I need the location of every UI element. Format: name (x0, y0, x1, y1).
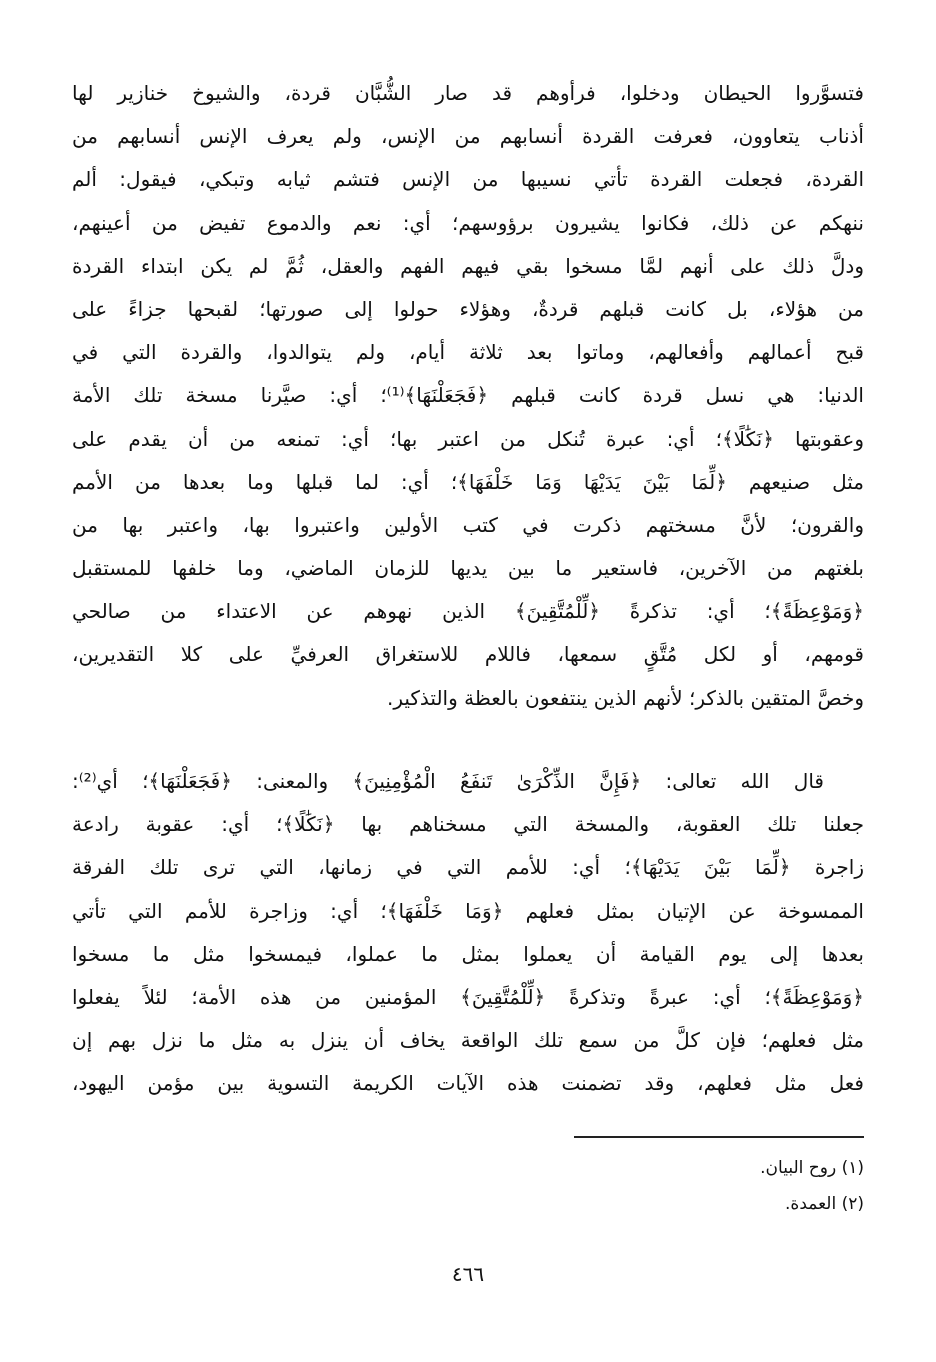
text-line: ﴿وَمَوْعِظَةً﴾؛ أي: تذكرةً ﴿لِّلْمُتَّقِينَ﴾ الذين نهوهم عن الاعتداء من صالحي (72, 599, 864, 624)
footnote-1: (١) روح البيان. (760, 1158, 864, 1178)
text-line: أذناب يتعاوون، فعرفت القردة أنسابهم من الإنس، ولم يعرف الإنس أنسابهم من (72, 124, 864, 149)
text-line: بلغتهم من الآخرين، فاستعير ما بين يديها للزمان الماضي، وما خلفها للمستقبل (72, 556, 864, 581)
footnotes (464, 1150, 864, 1222)
paragraph-2 (72, 760, 864, 1106)
text-line: جعلنا تلك العقوبة، والمسخة التي مسخناهم بها ﴿نَكَٰلًا﴾؛ أي: عقوبة رادعة (72, 812, 864, 837)
text-line: قال الله تعالى: ﴿فَإِنَّ الذِّكْرَىٰ تَنفَعُ الْمُؤْمِنِينَ﴾ والمعنى: ﴿فَجَعَلْنَهَا﴾؛ أي⁽²⁾: (72, 769, 824, 793)
text-line: بعدها إلى يوم القيامة أن يعملوا بمثل ما عملوا، فيمسخوا مثل ما مسخوا (72, 941, 864, 966)
text-line: مثل فعلهم؛ فإن كلَّ من سمع تلك الواقعة يخاف أن ينزل به مثل ما نزل بهم إن (72, 1028, 864, 1053)
page-number: ٤٦٦ (451, 1262, 485, 1286)
text-line: والقرون؛ لأنَّ مسختهم ذكرت في كتب الأولين واعتبروا بها، واعتبر بها من (72, 512, 864, 537)
text-line: القردة، فجعلت القردة تأتي نسيبها من الإنس فتشم ثيابه وتبكي، فيقول: ألم (72, 167, 864, 192)
text-line: ودلَّ ذلك على أنهم لمَّا مسخوا بقي فيهم الفهم والعقل، ثُمَّ لم يكن ابتداء القردة (72, 253, 864, 278)
text-line: وخصَّ المتقين بالذكر؛ لأنهم الذين ينتفعون بالعظة والتذكير. (386, 685, 864, 710)
text-line: فتسوَّروا الحيطان ودخلوا، فرأوهم قد صار الشُّبَّان قردة، والشيوخ خنازير لها (72, 81, 864, 105)
text-line: ننهكم عن ذلك، فكانوا يشيرون برؤوسهم؛ أي: نعم والدموع تفيض من أعينهم، (72, 210, 864, 235)
text-line: قومهم، أو لكل مُتَّقٍ سمعها، فاللام للاستغراق العرفيِّ على كلا التقديرين، (72, 642, 864, 667)
text-line: من هؤلاء، بل كانت قبلهم قردةٌ، وهؤلاء حولوا إلى صورتها؛ لقبحها جزاءً على (72, 296, 864, 321)
footnote-divider (574, 1136, 864, 1138)
text-line: الدنيا: هي نسل قردة كانت قبلهم ﴿فَجَعَلْنَهَا﴾⁽¹⁾؛ أي: صيَّرنا مسخة تلك الأمة (72, 383, 864, 408)
text-line: الممسوخة عن الإتيان بمثل فعلهم ﴿وَمَا خَلْفَهَا﴾؛ أي: وزاجرة للأمم التي تأتي (72, 898, 864, 923)
text-line: ﴿وَمَوْعِظَةً﴾؛ أي: عبرةً وتذكرةً ﴿لِّلْمُتَّقِينَ﴾ المؤمنين من هذه الأمة؛ لئلاً يفعلوا (72, 984, 864, 1009)
footnote-2: (٢) العمدة. (785, 1194, 864, 1214)
paragraph-1 (72, 72, 864, 720)
text-line: مثل صنيعهم ﴿لِّمَا بَيْنَ يَدَيْهَا وَمَا خَلْفَهَا﴾؛ أي: لما قبلها وما بعدها من الأمم (72, 469, 864, 494)
text-line: قبح أعمالهم وأفعالهم، وماتوا بعد ثلاثة أيام، ولم يتوالدوا، والقردة التي في (72, 340, 864, 365)
text-line: فعل مثل فعلهم، وقد تضمنت هذه الآيات الكريمة التسوية بين مؤمن اليهود، (72, 1071, 864, 1096)
text-line: زاجرة ﴿لِّمَا بَيْنَ يَدَيْهَا﴾؛ أي: للأمم التي في زمانها، التي ترى تلك الفرقة (72, 855, 864, 880)
text-line: وعقوبتها ﴿نَكَٰلًا﴾؛ أي: عبرة تُنكل من اعتبر بها؛ أي: تمنعه من أن يقدم على (72, 426, 864, 451)
